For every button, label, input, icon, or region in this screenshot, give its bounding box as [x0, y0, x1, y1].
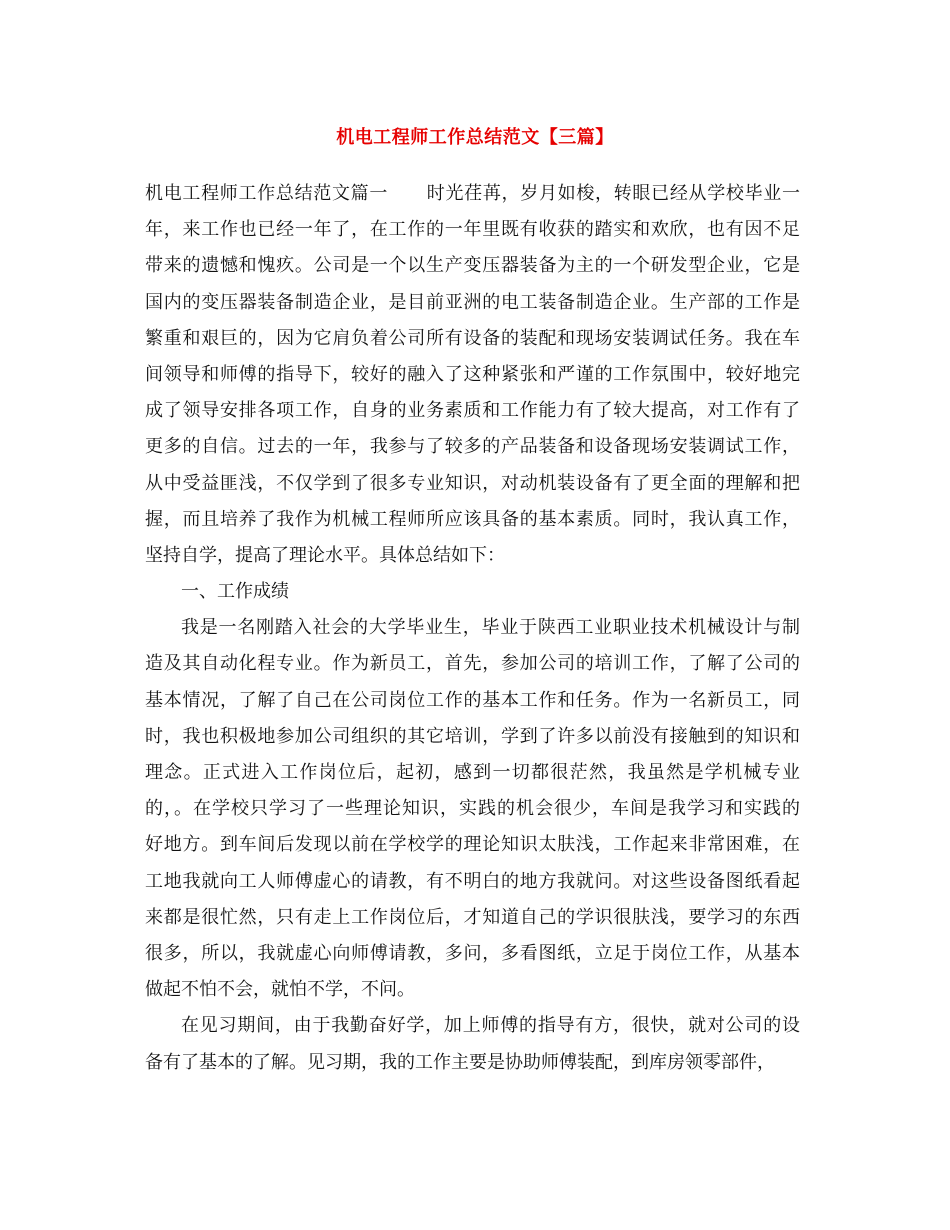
text-line: 坚持自学，提高了理论水平。具体总结如下：	[145, 544, 505, 566]
text-line: 国内的变压器装备制造企业，是目前亚洲的电工装备制造企业。生产部的工作是	[145, 291, 800, 313]
section-label: 机电工程师工作总结范文篇一	[145, 183, 389, 204]
text-line: 时，我也积极地参加公司组织的其它培训，学到了许多以前没有接触到的知识和	[145, 725, 800, 747]
text-line: 年，来工作也已经一年了，在工作的一年里既有收获的踏实和欢欣，也有因不足	[145, 219, 800, 241]
paragraph	[145, 574, 800, 610]
text-line: 间领导和师傅的指导下，较好的融入了这种紧张和严谨的工作氛围中，较好地完	[145, 363, 800, 385]
text-line: 做起不怕不会，就怕不学，不问。	[145, 979, 415, 1001]
text-line: 在见习期间，由于我勤奋好学，加上师傅的指导有方，很快，就对公司的设	[181, 1015, 800, 1037]
document-body	[145, 176, 800, 1081]
paragraph	[145, 610, 800, 1008]
text-line: 很多，所以，我就虚心向师傅请教，多问，多看图纸，立足于岗位工作，从基本	[145, 942, 800, 964]
line-text: 时光荏苒，岁月如梭，转眼已经从学校毕业一	[426, 183, 800, 204]
text-line: 繁重和艰巨的，因为它肩负着公司所有设备的装配和现场安装调试任务。我在车	[145, 327, 800, 349]
text-line: 理念。正式进入工作岗位后，起初，感到一切都很茫然，我虽然是学机械专业	[145, 762, 800, 783]
text-line	[145, 176, 800, 212]
text-line: 握，而且培养了我作为机械工程师所应该具备的基本素质。同时，我认真工作，	[145, 508, 800, 530]
text-line: 造及其自动化程专业。作为新员工，首先，参加公司的培训工作，了解了公司的	[145, 653, 800, 675]
document-title: 机电工程师工作总结范文【三篇】	[336, 127, 614, 148]
text-line: 基本情况，了解了自己在公司岗位工作的基本工作和任务。作为一名新员工，同	[145, 689, 800, 711]
text-line: 我是一名刚踏入社会的大学毕业生，毕业于陕西工业职业技术机械设计与制	[181, 617, 800, 639]
text-line: 来都是很忙然，只有走上工作岗位后，才知道自己的学识很肤浅，要学习的东西	[145, 906, 800, 928]
text-line: 备有了基本的了解。见习期，我的工作主要是协助师傅装配，到库房领零部件，	[145, 1051, 775, 1073]
text-line: 从中受益匪浅，不仅学到了很多专业知识，对动机装设备有了更全面的理解和把	[145, 472, 800, 494]
text-line: 带来的遗憾和愧疚。公司是一个以生产变压器装备为主的一个研发型企业，它是	[145, 255, 800, 277]
text-line: 一、工作成绩	[181, 581, 289, 603]
text-line: 好地方。到车间后发现以前在学校学的理论知识太肤浅，工作起来非常困难，在	[145, 834, 800, 856]
text-line: 工地我就向工人师傅虚心的请教，有不明白的地方我就问。对这些设备图纸看起	[145, 870, 800, 892]
paragraph	[145, 1008, 800, 1080]
paragraph	[145, 176, 800, 574]
text-line: 成了领导安排各项工作，自身的业务素质和工作能力有了较大提高，对工作有了	[145, 400, 800, 422]
text-line: 的，。在学校只学习了一些理论知识，实践的机会很少，车间是我学习和实践的	[145, 798, 800, 820]
text-line: 更多的自信。过去的一年，我参与了较多的产品装备和设备现场安装调试工作，	[145, 436, 800, 458]
